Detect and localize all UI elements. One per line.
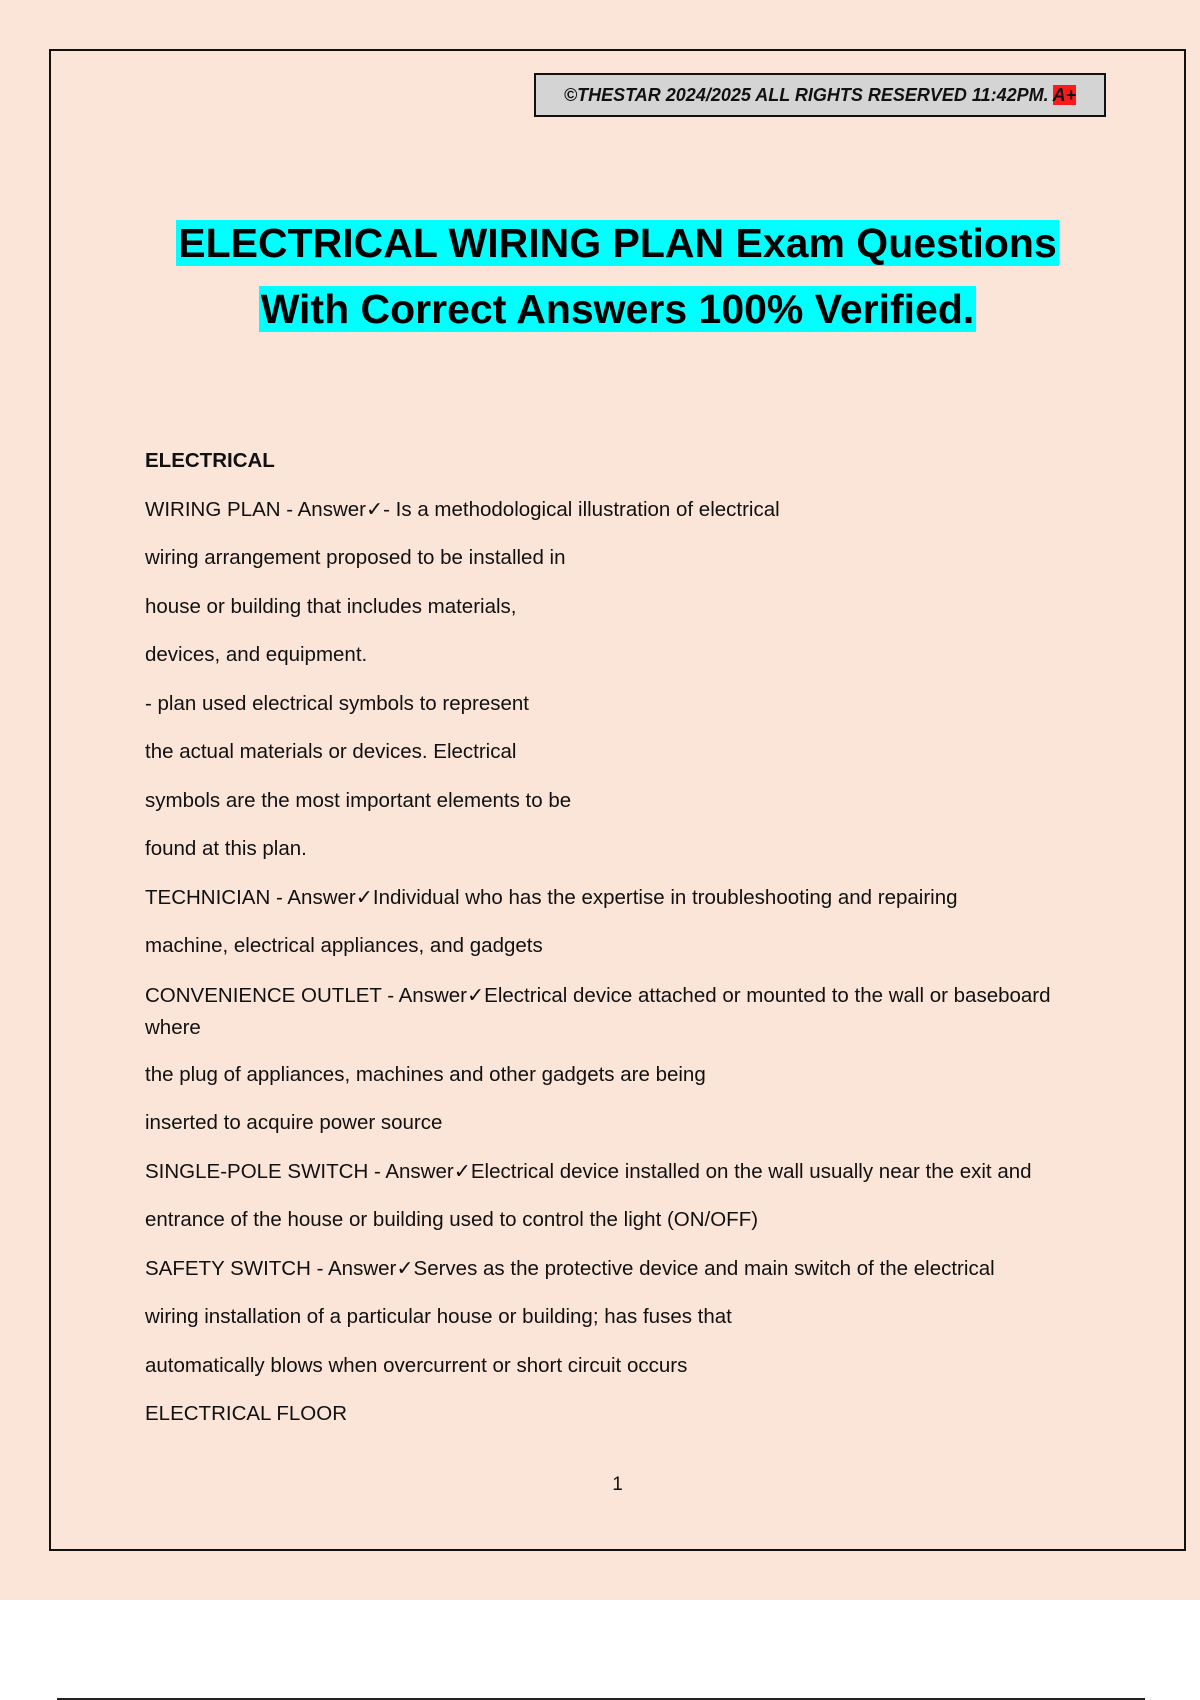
body-line: found at this plan. <box>145 837 307 860</box>
body-line: the actual materials or devices. Electrical <box>145 740 517 763</box>
title-line-1: ELECTRICAL WIRING PLAN Exam Questions <box>178 220 1057 266</box>
body-line: SINGLE-POLE SWITCH - Answer✓Electrical device installed on the wall usually near the exit and <box>145 1159 1032 1183</box>
body-line: SAFETY SWITCH - Answer✓Serves as the protective device and main switch of the electrical <box>145 1256 995 1280</box>
body-line: entrance of the house or building used to control the light (ON/OFF) <box>145 1208 759 1231</box>
copyright-text: ©THESTAR 2024/2025 ALL RIGHTS RESERVED 11:42PM. <box>563 85 1049 105</box>
body-line: symbols are the most important elements to be <box>145 788 572 812</box>
copyright-banner <box>534 73 1106 117</box>
body-line: wiring installation of a particular house or building; has fuses that <box>145 1305 732 1328</box>
body-line: - plan used electrical symbols to represent <box>145 691 529 715</box>
grade-badge: A+ <box>1052 85 1077 105</box>
body-line: house or building that includes materials, <box>145 594 517 618</box>
document-title <box>60 210 1175 342</box>
page-number: 1 <box>612 1474 623 1495</box>
body-line: the plug of appliances, machines and other gadgets are being <box>145 1062 706 1086</box>
body-line: automatically blows when overcurrent or short circuit occurs <box>145 1353 688 1377</box>
body-line: machine, electrical appliances, and gadgets <box>145 934 543 957</box>
body-line: devices, and equipment. <box>145 643 368 666</box>
document-body <box>145 446 1105 1448</box>
body-line: wiring arrangement proposed to be installed in <box>145 546 566 569</box>
body-line: TECHNICIAN - Answer✓Individual who has the expertise in troubleshooting and repairing <box>145 885 958 909</box>
body-line-wrapped: CONVENIENCE OUTLET - Answer✓Electrical device attached or mounted to the wall or baseboard where <box>145 983 1051 1039</box>
body-line: inserted to acquire power source <box>145 1111 443 1134</box>
section-heading: ELECTRICAL <box>145 449 275 472</box>
body-line: ELECTRICAL FLOOR <box>145 1402 348 1425</box>
title-line-2: With Correct Answers 100% Verified. <box>260 286 975 332</box>
body-line: WIRING PLAN - Answer✓- Is a methodological illustration of electrical <box>145 497 780 521</box>
